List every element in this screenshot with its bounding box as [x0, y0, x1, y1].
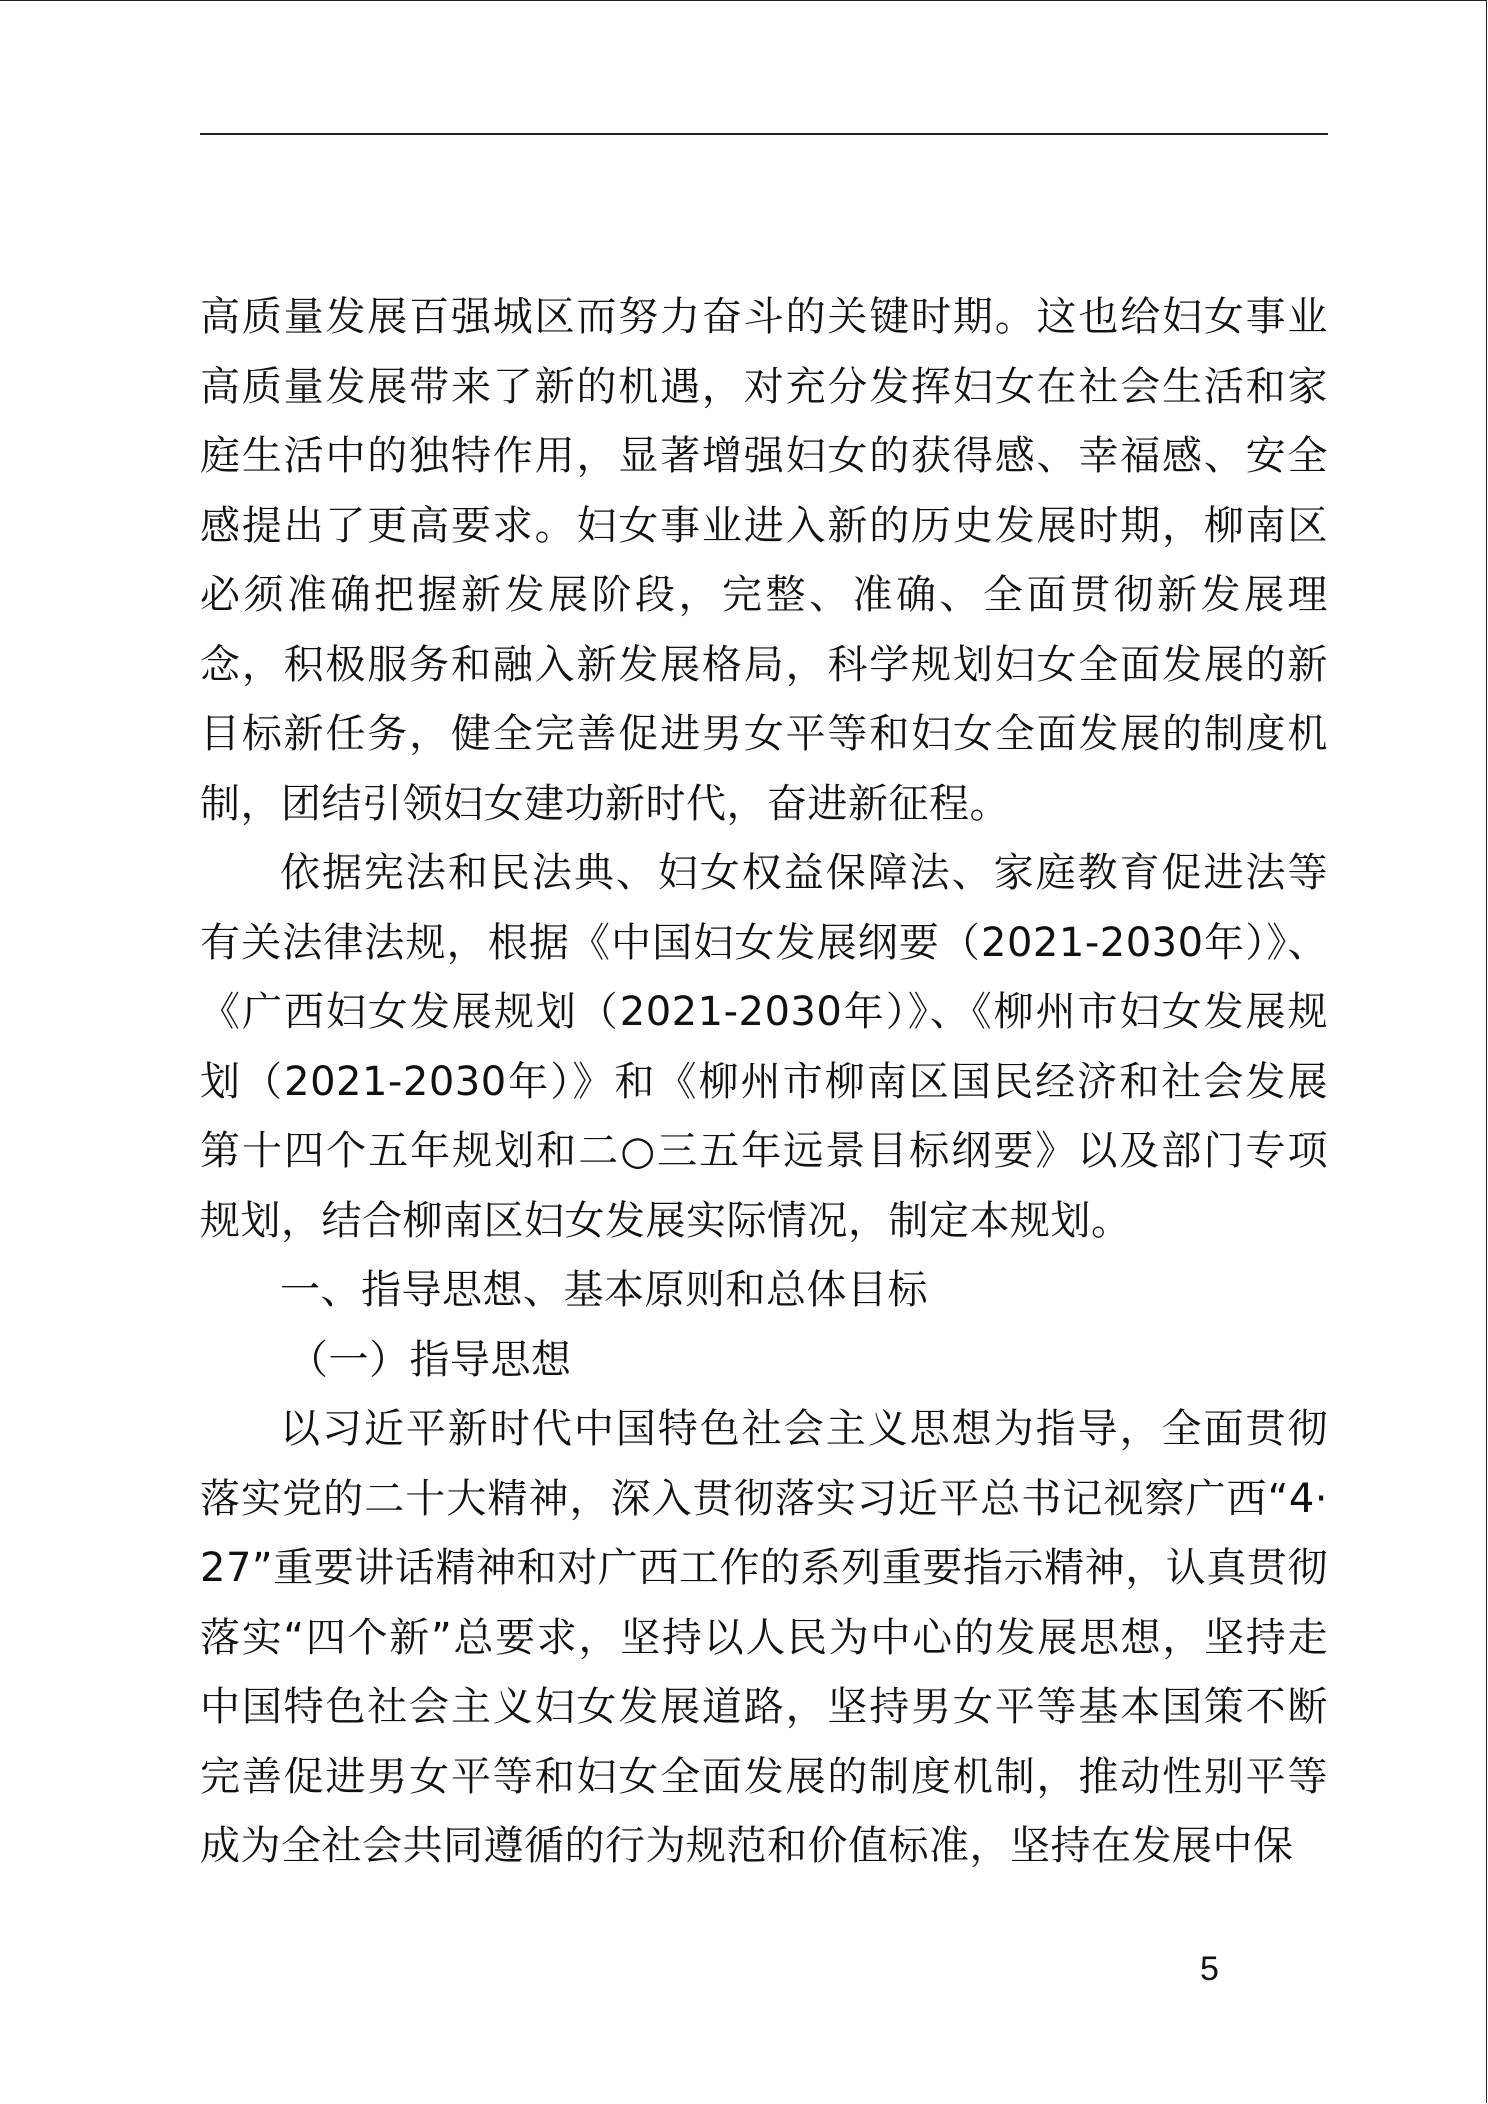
header-rule [200, 133, 1328, 135]
paragraph-legal-basis: 依据宪法和民法典、妇女权益保障法、家庭教育促进法等有关法律法规，根据《中国妇女发展纲要（2021-2030年）》、《广西妇女发展规划（2021-2030年）》、《柳州市妇女发展规划（2021-2030年）》和《柳州市柳南区国民经济和社会发展第十四个五年规划和二○三五年远景目标纲要》以及部门专项规划，结合柳南区妇女发展实际情况，制定本规划。 [200, 850, 1328, 1244]
section-heading: 一、指导思想、基本原则和总体目标 [280, 1267, 928, 1313]
paragraph-continuation: 高质量发展百强城区而努力奋斗的关键时期。这也给妇女事业高质量发展带来了新的机遇，对充分发挥妇女在社会生活和家庭生活中的独特作用，显著增强妇女的获得感、幸福感、安全感提出了更高要求。妇女事业进入新的历史发展时期，柳南区必须准确把握新发展阶段，完整、准确、全面贯彻新发展理念，积极服务和融入新发展格局，科学规划妇女全面发展的新目标新任务，健全完善促进男女平等和妇女全面发展的制度机制，团结引领妇女建功新时代，奋进新征程。 [200, 294, 1328, 827]
document-body [200, 283, 1328, 1882]
subsection-heading: （一）指导思想 [288, 1336, 572, 1383]
paragraph-guiding-thought: 以习近平新时代中国特色社会主义思想为指导，全面贯彻落实党的二十大精神，深入贯彻落实习近平总书记视察广西“4·27”重要讲话精神和对广西工作的系列重要指示精神，认真贯彻落实“四个新”总要求，坚持以人民为中心的发展思想，坚持走中国特色社会主义妇女发展道路，坚持男女平等基本国策不断完善促进男女平等和妇女全面发展的制度机制，推动性别平等成为全社会共同遵循的行为规范和价值标准，坚持在发展中保 [200, 1406, 1328, 1869]
page-number: 5 [1200, 1950, 1219, 1988]
